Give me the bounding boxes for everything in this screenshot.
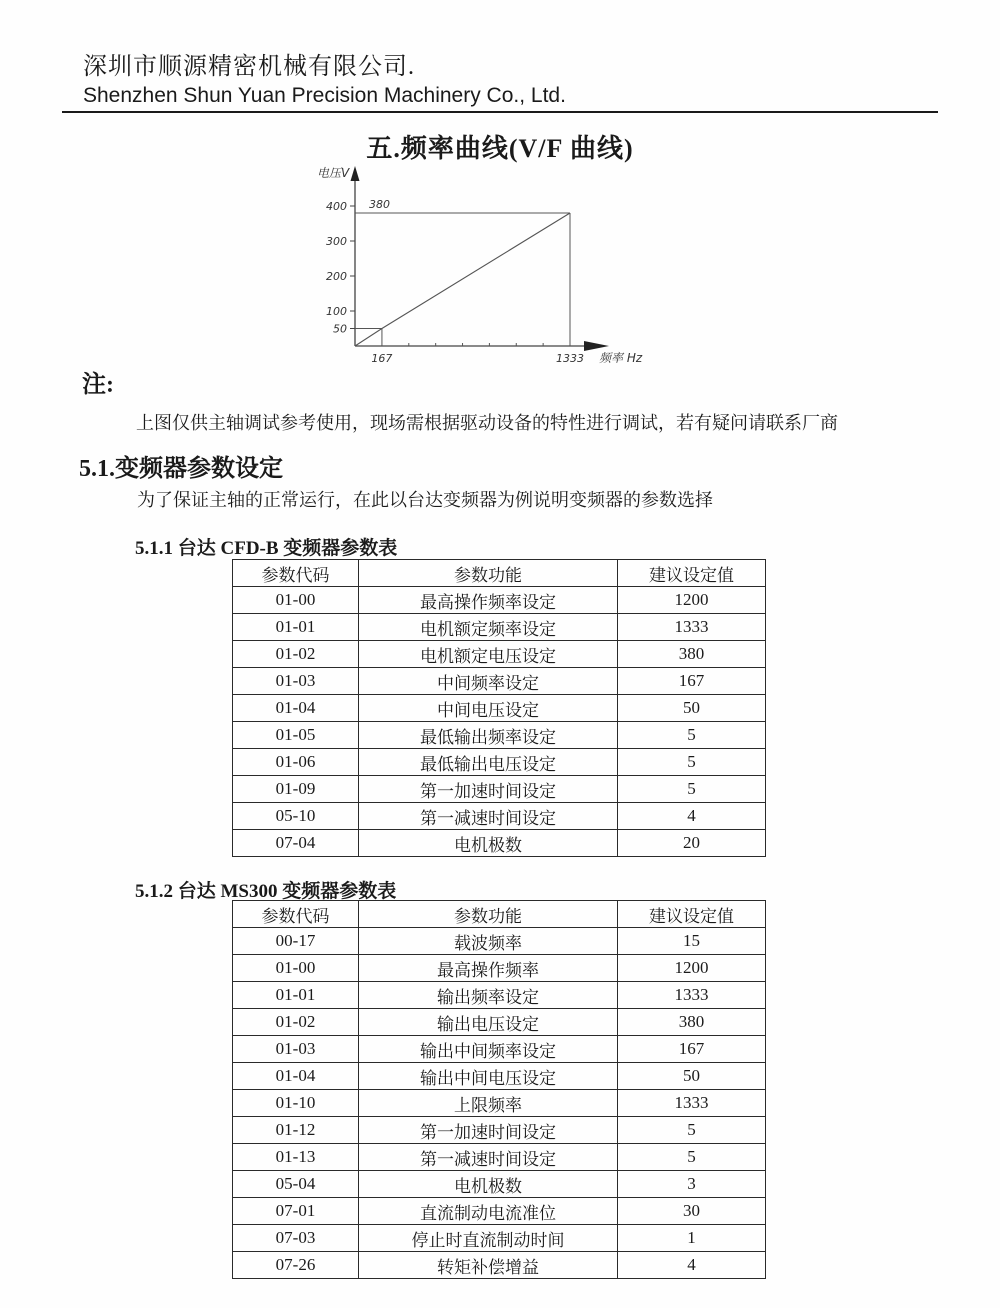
ms300-parameter-table [232, 900, 766, 1279]
table-cell: 07-04 [233, 830, 359, 857]
cfdb-parameter-table [232, 559, 766, 857]
table-cell: 01-03 [233, 668, 359, 695]
table-cell: 中间频率设定 [359, 668, 618, 695]
table-cell: 30 [618, 1198, 766, 1225]
table-cell: 15 [618, 928, 766, 955]
table-cell: 1200 [618, 587, 766, 614]
table-cell: 3 [618, 1171, 766, 1198]
vf-curve-chart [313, 163, 663, 378]
chart-text: 频率 Hz [599, 351, 643, 365]
table-cell: 载波频率 [359, 928, 618, 955]
table-row [233, 722, 766, 749]
table-cell: 输出频率设定 [359, 982, 618, 1009]
chart-text: 400 [326, 200, 347, 213]
table-cell: 5 [618, 776, 766, 803]
chart-text: 300 [326, 235, 347, 248]
table-cell: 01-13 [233, 1144, 359, 1171]
vf-chart-svg [313, 163, 663, 378]
table-cell: 167 [618, 1036, 766, 1063]
table-cell: 380 [618, 1009, 766, 1036]
note-label: 注: [82, 372, 114, 398]
table-cell: 01-10 [233, 1090, 359, 1117]
table-cell: 5 [618, 1144, 766, 1171]
section-heading: 5.1.变频器参数设定 [79, 456, 283, 482]
table-cell: 最高操作频率设定 [359, 587, 618, 614]
table-cell: 01-01 [233, 982, 359, 1009]
table-header-row [233, 560, 766, 587]
table-cell: 07-26 [233, 1252, 359, 1279]
table-cell: 第一减速时间设定 [359, 803, 618, 830]
table-cell: 电机极数 [359, 830, 618, 857]
column-header: 参数功能 [359, 560, 618, 587]
table-cell: 01-06 [233, 749, 359, 776]
table-cell: 00-17 [233, 928, 359, 955]
table-header-row [233, 901, 766, 928]
table-cell: 01-03 [233, 1036, 359, 1063]
table-cell: 5 [618, 749, 766, 776]
table-cell: 上限频率 [359, 1090, 618, 1117]
table-row [233, 982, 766, 1009]
table-cell: 20 [618, 830, 766, 857]
table-cell: 电机额定频率设定 [359, 614, 618, 641]
table-row [233, 955, 766, 982]
table-cell: 167 [618, 668, 766, 695]
table-row [233, 830, 766, 857]
header-divider [62, 111, 938, 113]
table-cell: 第一加速时间设定 [359, 776, 618, 803]
column-header: 建议设定值 [618, 560, 766, 587]
y-axis-arrow-icon [351, 166, 360, 181]
company-name-english: Shenzhen Shun Yuan Precision Machinery Co., Ltd. [83, 84, 566, 107]
column-header: 参数功能 [359, 901, 618, 928]
table-row [233, 803, 766, 830]
table-row [233, 1090, 766, 1117]
table-cell: 4 [618, 1252, 766, 1279]
table-row [233, 1225, 766, 1252]
vf-curve-line [355, 213, 570, 346]
table-cell: 01-02 [233, 641, 359, 668]
table-cell: 1 [618, 1225, 766, 1252]
table-cell: 01-05 [233, 722, 359, 749]
table-cell: 05-04 [233, 1171, 359, 1198]
table-cell: 最低输出频率设定 [359, 722, 618, 749]
chart-text: 1333 [556, 352, 584, 365]
table-cell: 中间电压设定 [359, 695, 618, 722]
table-cell: 直流制动电流准位 [359, 1198, 618, 1225]
table-row [233, 928, 766, 955]
chart-text: 167 [371, 352, 393, 365]
company-name-chinese: 深圳市顺源精密机械有限公司. [83, 54, 415, 80]
table-cell: 01-04 [233, 1063, 359, 1090]
table-cell: 07-03 [233, 1225, 359, 1252]
table-row [233, 749, 766, 776]
table-row [233, 1198, 766, 1225]
table-row [233, 641, 766, 668]
column-header: 参数代码 [233, 560, 359, 587]
table-row [233, 776, 766, 803]
column-header: 建议设定值 [618, 901, 766, 928]
table-caption-cfdb: 5.1.1 台达 CFD-B 变频器参数表 [135, 538, 398, 559]
table-cell: 07-01 [233, 1198, 359, 1225]
table-row [233, 1036, 766, 1063]
table-cell: 50 [618, 695, 766, 722]
table-cell: 1333 [618, 614, 766, 641]
table-cell: 第一减速时间设定 [359, 1144, 618, 1171]
table-cell: 转矩补偿增益 [359, 1252, 618, 1279]
note-text: 上图仅供主轴调试参考使用，现场需根据驱动设备的特性进行调试，若有疑问请联系厂商 [136, 413, 838, 433]
table-row [233, 668, 766, 695]
column-header: 参数代码 [233, 901, 359, 928]
table-row [233, 587, 766, 614]
table-cell: 01-09 [233, 776, 359, 803]
table-row [233, 695, 766, 722]
table-cell: 01-01 [233, 614, 359, 641]
table-cell: 最低输出电压设定 [359, 749, 618, 776]
chart-text: 200 [326, 270, 347, 283]
table-row [233, 1144, 766, 1171]
table-cell: 输出中间频率设定 [359, 1036, 618, 1063]
table-caption-ms300: 5.1.2 台达 MS300 变频器参数表 [135, 881, 397, 902]
chart-text: 380 [369, 198, 390, 211]
chart-text: 100 [326, 305, 347, 318]
table-cell: 电机额定电压设定 [359, 641, 618, 668]
chart-text: 50 [333, 322, 347, 336]
table-cell: 01-00 [233, 955, 359, 982]
table-row [233, 1009, 766, 1036]
table-cell: 01-04 [233, 695, 359, 722]
table-cell: 01-00 [233, 587, 359, 614]
table-row [233, 1252, 766, 1279]
table-row [233, 614, 766, 641]
table-cell: 01-02 [233, 1009, 359, 1036]
table-cell: 最高操作频率 [359, 955, 618, 982]
table-cell: 05-10 [233, 803, 359, 830]
table-cell: 1333 [618, 1090, 766, 1117]
table-cell: 1200 [618, 955, 766, 982]
table-cell: 输出电压设定 [359, 1009, 618, 1036]
table-cell: 输出中间电压设定 [359, 1063, 618, 1090]
x-axis-arrow-icon [584, 341, 609, 351]
table-cell: 电机极数 [359, 1171, 618, 1198]
table-cell: 停止时直流制动时间 [359, 1225, 618, 1252]
table-cell: 5 [618, 1117, 766, 1144]
chart-text: 电压V [317, 166, 350, 180]
table-cell: 380 [618, 641, 766, 668]
table-cell: 第一加速时间设定 [359, 1117, 618, 1144]
table-row [233, 1117, 766, 1144]
page-title: 五.频率曲线(V/F 曲线) [366, 134, 634, 163]
section-intro: 为了保证主轴的正常运行，在此以台达变频器为例说明变频器的参数选择 [137, 490, 713, 510]
table-cell: 01-12 [233, 1117, 359, 1144]
table-cell: 5 [618, 722, 766, 749]
table-cell: 4 [618, 803, 766, 830]
table-row [233, 1171, 766, 1198]
table-row [233, 1063, 766, 1090]
table-cell: 50 [618, 1063, 766, 1090]
table-cell: 1333 [618, 982, 766, 1009]
